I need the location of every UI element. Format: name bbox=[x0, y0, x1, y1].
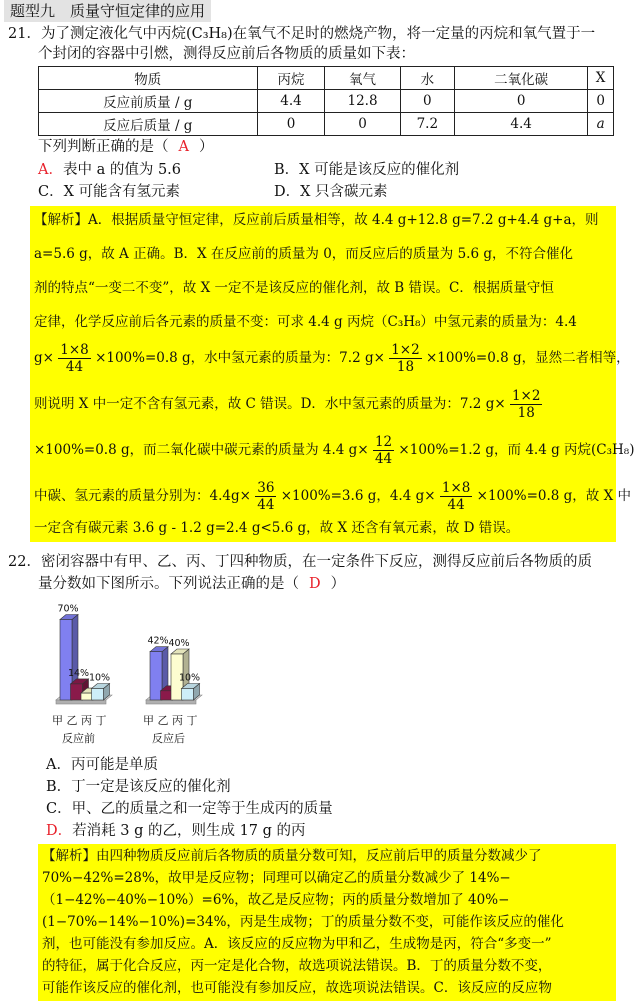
q22-option-d bbox=[46, 821, 306, 841]
fraction bbox=[255, 480, 276, 513]
q21-stem-line-1: 21．为了测定液化气中丙烷(C₃H₈)在氧气不足时的燃烧产物，将一定量的丙烷和氧气置于一 bbox=[8, 26, 596, 42]
q22-stem-text: 量分数如下图所示。下列说法正确的是（ bbox=[38, 576, 299, 592]
fraction-denominator: 18 bbox=[517, 405, 535, 421]
q21-option-a-text: 表中 a 的值为 5.6 bbox=[62, 162, 182, 178]
analysis-line: 【解析】A．根据质量守恒定律，反应前后质量相等，故 4.4 g+12.8 g=7.2 g+4.4 g+a，则 bbox=[34, 212, 599, 228]
fraction bbox=[389, 342, 422, 375]
table-cell: 0 bbox=[455, 90, 588, 113]
table-cell: 12.8 bbox=[325, 90, 400, 113]
q22-answer: D bbox=[309, 576, 321, 592]
analysis-line bbox=[34, 434, 635, 467]
fraction-numerator: 1×8 bbox=[441, 480, 471, 496]
analysis-line bbox=[34, 388, 542, 421]
data-label: 10% bbox=[88, 672, 111, 684]
bar bbox=[182, 689, 194, 701]
q21-prompt bbox=[38, 137, 213, 157]
analysis-line: (1−70%−14%−10%)=34%，丙是生成物；丁的质量分数不变，可能作该反应的催化 bbox=[42, 914, 564, 930]
chart-floor-edge bbox=[146, 700, 196, 704]
fraction-numerator: 1×2 bbox=[391, 342, 420, 358]
fraction-numerator: 12 bbox=[374, 434, 393, 450]
analysis-line: 【解析】由四种物质反应前后各物质的质量分数可知，反应前后甲的质量分数减少了 bbox=[42, 848, 542, 864]
analysis-line: 剂的特点“一变二不变”，故 X 一定不是该反应的催化剂，故 B 错误。C．根据质量守恒 bbox=[34, 280, 554, 296]
analysis-line: （1−42%−40%−10%）=6%，故乙是反应物；丙的质量分数增加了 40%− bbox=[42, 892, 510, 908]
fraction-denominator: 18 bbox=[396, 359, 415, 375]
table-cell: 4.4 bbox=[257, 90, 325, 113]
analysis-text: 中碳、氢元素的质量分别为：4.4g× bbox=[34, 488, 251, 504]
analysis-text: ×100%=1.2 g，而 4.4 g 丙烷(C₃H₈) bbox=[398, 442, 635, 458]
mass-fraction-chart bbox=[40, 600, 260, 754]
data-label: 10% bbox=[178, 672, 201, 684]
q22-option-a: A．丙可能是单质 bbox=[46, 757, 158, 773]
q21-prompt-end: ） bbox=[198, 139, 214, 155]
analysis-text: ×100%=0.8 g，而二氧化碳中碳元素的质量为 4.4 g× bbox=[34, 442, 369, 458]
fraction bbox=[440, 480, 473, 513]
analysis-text: g× bbox=[34, 350, 54, 366]
q22-option-d-letter: D． bbox=[46, 823, 73, 839]
q21-mass-table bbox=[38, 66, 614, 136]
table-header-cell: 水 bbox=[400, 67, 454, 90]
table-cell: 0 bbox=[400, 90, 454, 113]
analysis-line: 剂，也可能没有参加反应。A．该反应的反应物为甲和乙，生成物是丙，符合“多变一” bbox=[42, 936, 552, 952]
analysis-line bbox=[34, 480, 631, 513]
table-cell: a bbox=[588, 113, 614, 136]
fraction-numerator: 1×8 bbox=[60, 342, 89, 358]
bar bbox=[161, 691, 173, 700]
fraction-numerator: 1×2 bbox=[511, 388, 541, 404]
table-header-cell: X bbox=[588, 67, 614, 90]
q21-option-c: C．X 可能含有氢元素 bbox=[38, 184, 181, 200]
fraction bbox=[373, 434, 394, 467]
table-cell: 4.4 bbox=[455, 113, 588, 136]
fraction-denominator: 44 bbox=[65, 359, 84, 375]
q22-stem-line-1: 22．密闭容器中有甲、乙、丙、丁四种物质，在一定条件下反应，测得反应前后各物质的质 bbox=[8, 554, 592, 570]
data-label: 42% bbox=[147, 635, 169, 647]
q22-option-b: B．丁一定是该反应的催化剂 bbox=[46, 779, 231, 795]
xtick-group-1: 甲 乙 丙 丁 bbox=[52, 714, 107, 727]
table-cell: 反应后质量 / g bbox=[39, 113, 258, 136]
table-header-row bbox=[39, 67, 614, 90]
q22-option-c: C．甲、乙的质量之和一定等于生成丙的质量 bbox=[46, 801, 333, 817]
analysis-line: a=5.6 g，故 A 正确。B．X 在反应前的质量为 0，而反应后的质量为 5.6 g，不符合催化 bbox=[34, 246, 573, 262]
fraction-denominator: 44 bbox=[374, 451, 393, 467]
fraction-numerator: 36 bbox=[257, 480, 275, 496]
analysis-line: 70%−42%=28%，故甲是反应物；同理可以确定乙的质量分数减少了 14%− bbox=[42, 870, 511, 886]
table-cell: 0 bbox=[588, 90, 614, 113]
table-cell: 7.2 bbox=[400, 113, 454, 136]
q21-option-b: B．X 可能是该反应的催化剂 bbox=[274, 162, 460, 178]
q21-answer: A bbox=[178, 139, 189, 155]
analysis-line: 一定含有碳元素 3.6 g - 1.2 g=2.4 g<5.6 g，故 X 还含有氧元素，故 D 错误。 bbox=[34, 520, 520, 536]
analysis-text: ×100%=0.8 g，水中氢元素的质量为：7.2 g× bbox=[95, 350, 385, 366]
data-label: 70% bbox=[57, 603, 79, 615]
analysis-line: 定律，化学反应前后各元素的质量不变：可求 4.4 g 丙烷（C₃H₈）中氢元素的质量为：4.4 bbox=[34, 314, 577, 330]
bar bbox=[60, 620, 72, 701]
analysis-text: 则说明 X 中一定不含有氢元素，故 C 错误。D．水中氢元素的质量为：7.2 g× bbox=[34, 396, 506, 412]
q21-option-a bbox=[38, 160, 181, 180]
bar bbox=[71, 684, 83, 700]
xtick-group-2: 甲 乙 丙 丁 bbox=[143, 714, 198, 727]
analysis-text: ×100%=0.8 g，故 X 中 bbox=[476, 488, 631, 504]
table-header-cell: 二氧化碳 bbox=[455, 67, 588, 90]
q21-analysis bbox=[30, 206, 635, 542]
table-header-cell: 丙烷 bbox=[257, 67, 325, 90]
table-cell: 0 bbox=[325, 113, 400, 136]
table-cell: 反应前质量 / g bbox=[39, 90, 258, 113]
table-header-cell: 氧气 bbox=[325, 67, 400, 90]
data-label: 40% bbox=[168, 638, 190, 649]
q21-option-a-letter: A． bbox=[38, 162, 63, 178]
analysis-line: 可能作该反应的催化剂，也可能没有参加反应，故选项说法错误。C．该反应的反应物 bbox=[42, 980, 552, 996]
table-row bbox=[39, 113, 614, 136]
q21-option-d: D．X 只含碳元素 bbox=[274, 184, 388, 200]
table-header-cell: 物质 bbox=[39, 67, 258, 90]
q22-stem-end: ） bbox=[330, 576, 346, 592]
section-heading: 题型九 质量守恒定律的应用 bbox=[4, 0, 211, 22]
data-label: 14% bbox=[67, 667, 90, 679]
table-row bbox=[39, 90, 614, 113]
table-cell: 0 bbox=[257, 113, 325, 136]
group-label-1: 反应前 bbox=[62, 732, 95, 745]
q21-stem-line-2: 个封闭的容器中引燃，测得反应前后各物质的质量如下表： bbox=[38, 46, 415, 62]
bar bbox=[150, 652, 162, 700]
analysis-line bbox=[34, 342, 630, 375]
q22-option-d-text: 若消耗 3 g 的乙，则生成 17 g 的丙 bbox=[72, 823, 306, 839]
analysis-line: 的特征，属于化合反应，丙一定是化合物，故选项说法错误。B．丁的质量分数不变， bbox=[42, 958, 552, 974]
fraction bbox=[58, 342, 91, 375]
q21-prompt-text: 下列判断正确的是（ bbox=[38, 139, 169, 155]
fraction-denominator: 44 bbox=[257, 497, 275, 513]
analysis-text: ×100%=3.6 g，4.4 g× bbox=[280, 488, 436, 504]
fraction-denominator: 44 bbox=[447, 497, 465, 513]
fraction bbox=[510, 388, 543, 421]
q22-analysis bbox=[38, 844, 616, 1001]
analysis-text: ×100%=0.8 g，显然二者相等， bbox=[426, 350, 630, 366]
q22-stem-line-2 bbox=[38, 574, 345, 594]
chart-floor-edge bbox=[56, 700, 106, 704]
bar bbox=[81, 693, 93, 700]
bar bbox=[92, 689, 104, 701]
group-label-2: 反应后 bbox=[152, 732, 185, 745]
